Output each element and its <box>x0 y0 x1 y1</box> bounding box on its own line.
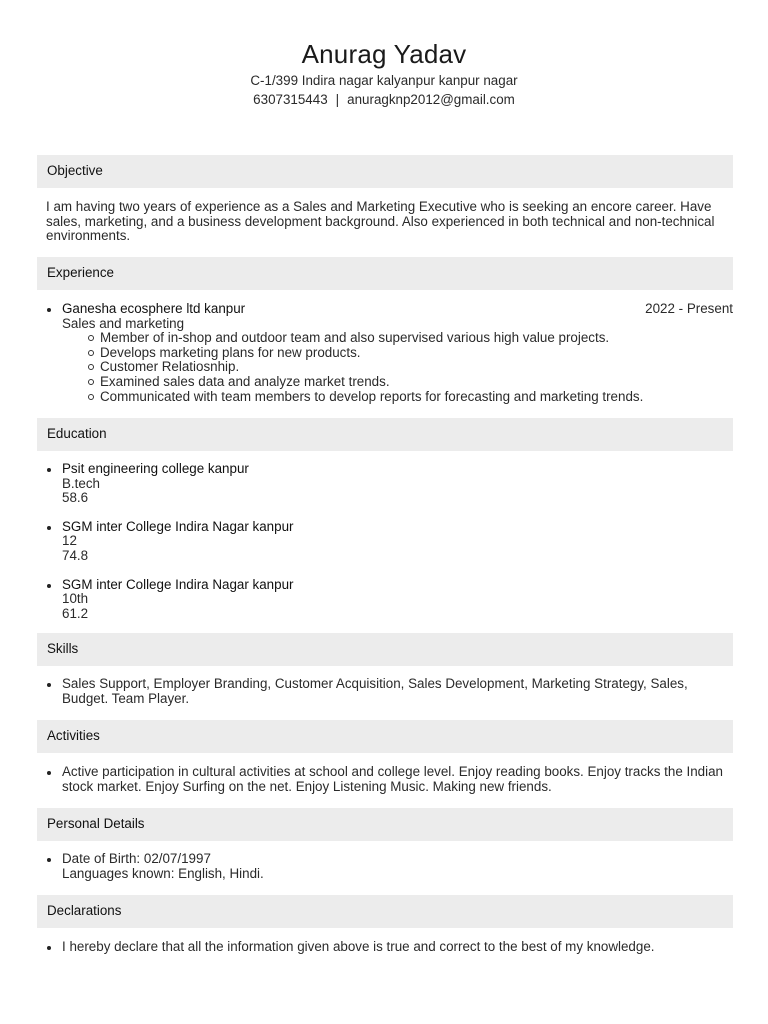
duty-item: Communicated with team members to develop reports for forecasting and marketing trends. <box>100 390 733 405</box>
activities-item: Active participation in cultural activities at school and college level. Enjoy reading books. Enjoy tracks the Indian stock market. Enjoy Surfing on the net. Enjoy Listening Music. Making new friends. <box>46 765 733 794</box>
score: 58.6 <box>62 490 89 506</box>
score: 74.8 <box>62 547 89 563</box>
duty-item: Examined sales data and analyze market trends. <box>100 375 733 390</box>
experience-item-header <box>62 302 733 317</box>
candidate-name: Anurag Yadav <box>301 39 467 69</box>
education-item <box>46 520 733 564</box>
experience-dates: 2022 - Present <box>645 301 733 316</box>
activities-list <box>46 765 733 808</box>
duty-item: Member of in-shop and outdoor team and also supervised various high value projects. <box>100 331 733 346</box>
personal-details-heading: Personal Details <box>37 808 733 841</box>
declaration-item: I hereby declare that all the information given above is true and correct to the best of my knowledge. <box>46 940 733 955</box>
skills-item: Sales Support, Employer Branding, Customer Acquisition, Sales Development, Marketing Strategy, Sales, Budget. Team Player. <box>46 677 733 706</box>
degree: 10th <box>62 591 89 607</box>
skills-heading: Skills <box>37 633 733 666</box>
contact-separator: | <box>335 91 340 107</box>
declarations-heading: Declarations <box>37 895 733 928</box>
degree: 12 <box>62 533 77 549</box>
experience-heading: Experience <box>37 257 733 290</box>
education-heading: Education <box>37 418 733 451</box>
company-name: Ganesha ecosphere ltd kanpur <box>62 301 246 316</box>
date-of-birth: Date of Birth: 02/07/1997 <box>62 851 211 866</box>
personal-details-item <box>46 852 733 881</box>
degree: B.tech <box>62 475 100 491</box>
job-role: Sales and marketing <box>62 315 185 331</box>
duty-item: Develops marketing plans for new products. <box>100 346 733 361</box>
declarations-list <box>46 940 733 969</box>
objective-text: I am having two years of experience as a Sales and Marketing Executive who is seeking an encore career. Have sales, marketing, and a business development background. Also experienced in both technical and non-technical environments. <box>46 199 715 244</box>
experience-list <box>46 302 733 418</box>
skills-list <box>46 677 733 720</box>
school-name: Psit engineering college kanpur <box>62 461 249 476</box>
phone-number: 6307315443 <box>253 91 328 107</box>
education-item <box>46 578 733 622</box>
education-list <box>46 462 733 635</box>
email-address: anuragknp2012@gmail.com <box>347 91 515 107</box>
resume-header <box>0 0 768 109</box>
school-name: SGM inter College Indira Nagar kanpur <box>62 518 294 534</box>
education-item <box>46 462 733 506</box>
duties-list <box>62 331 733 404</box>
objective-heading: Objective <box>37 155 733 188</box>
score: 61.2 <box>62 605 89 621</box>
experience-item <box>46 302 733 404</box>
languages-known: Languages known: English, Hindi. <box>62 865 264 881</box>
duty-item: Customer Relatiosnhip. <box>100 360 733 375</box>
school-name: SGM inter College Indira Nagar kanpur <box>62 576 294 592</box>
address-line: C-1/399 Indira nagar kalyanpur kanpur nagar <box>250 73 518 88</box>
personal-details-list <box>46 852 733 895</box>
contact-line <box>0 91 768 110</box>
activities-heading: Activities <box>37 720 733 753</box>
